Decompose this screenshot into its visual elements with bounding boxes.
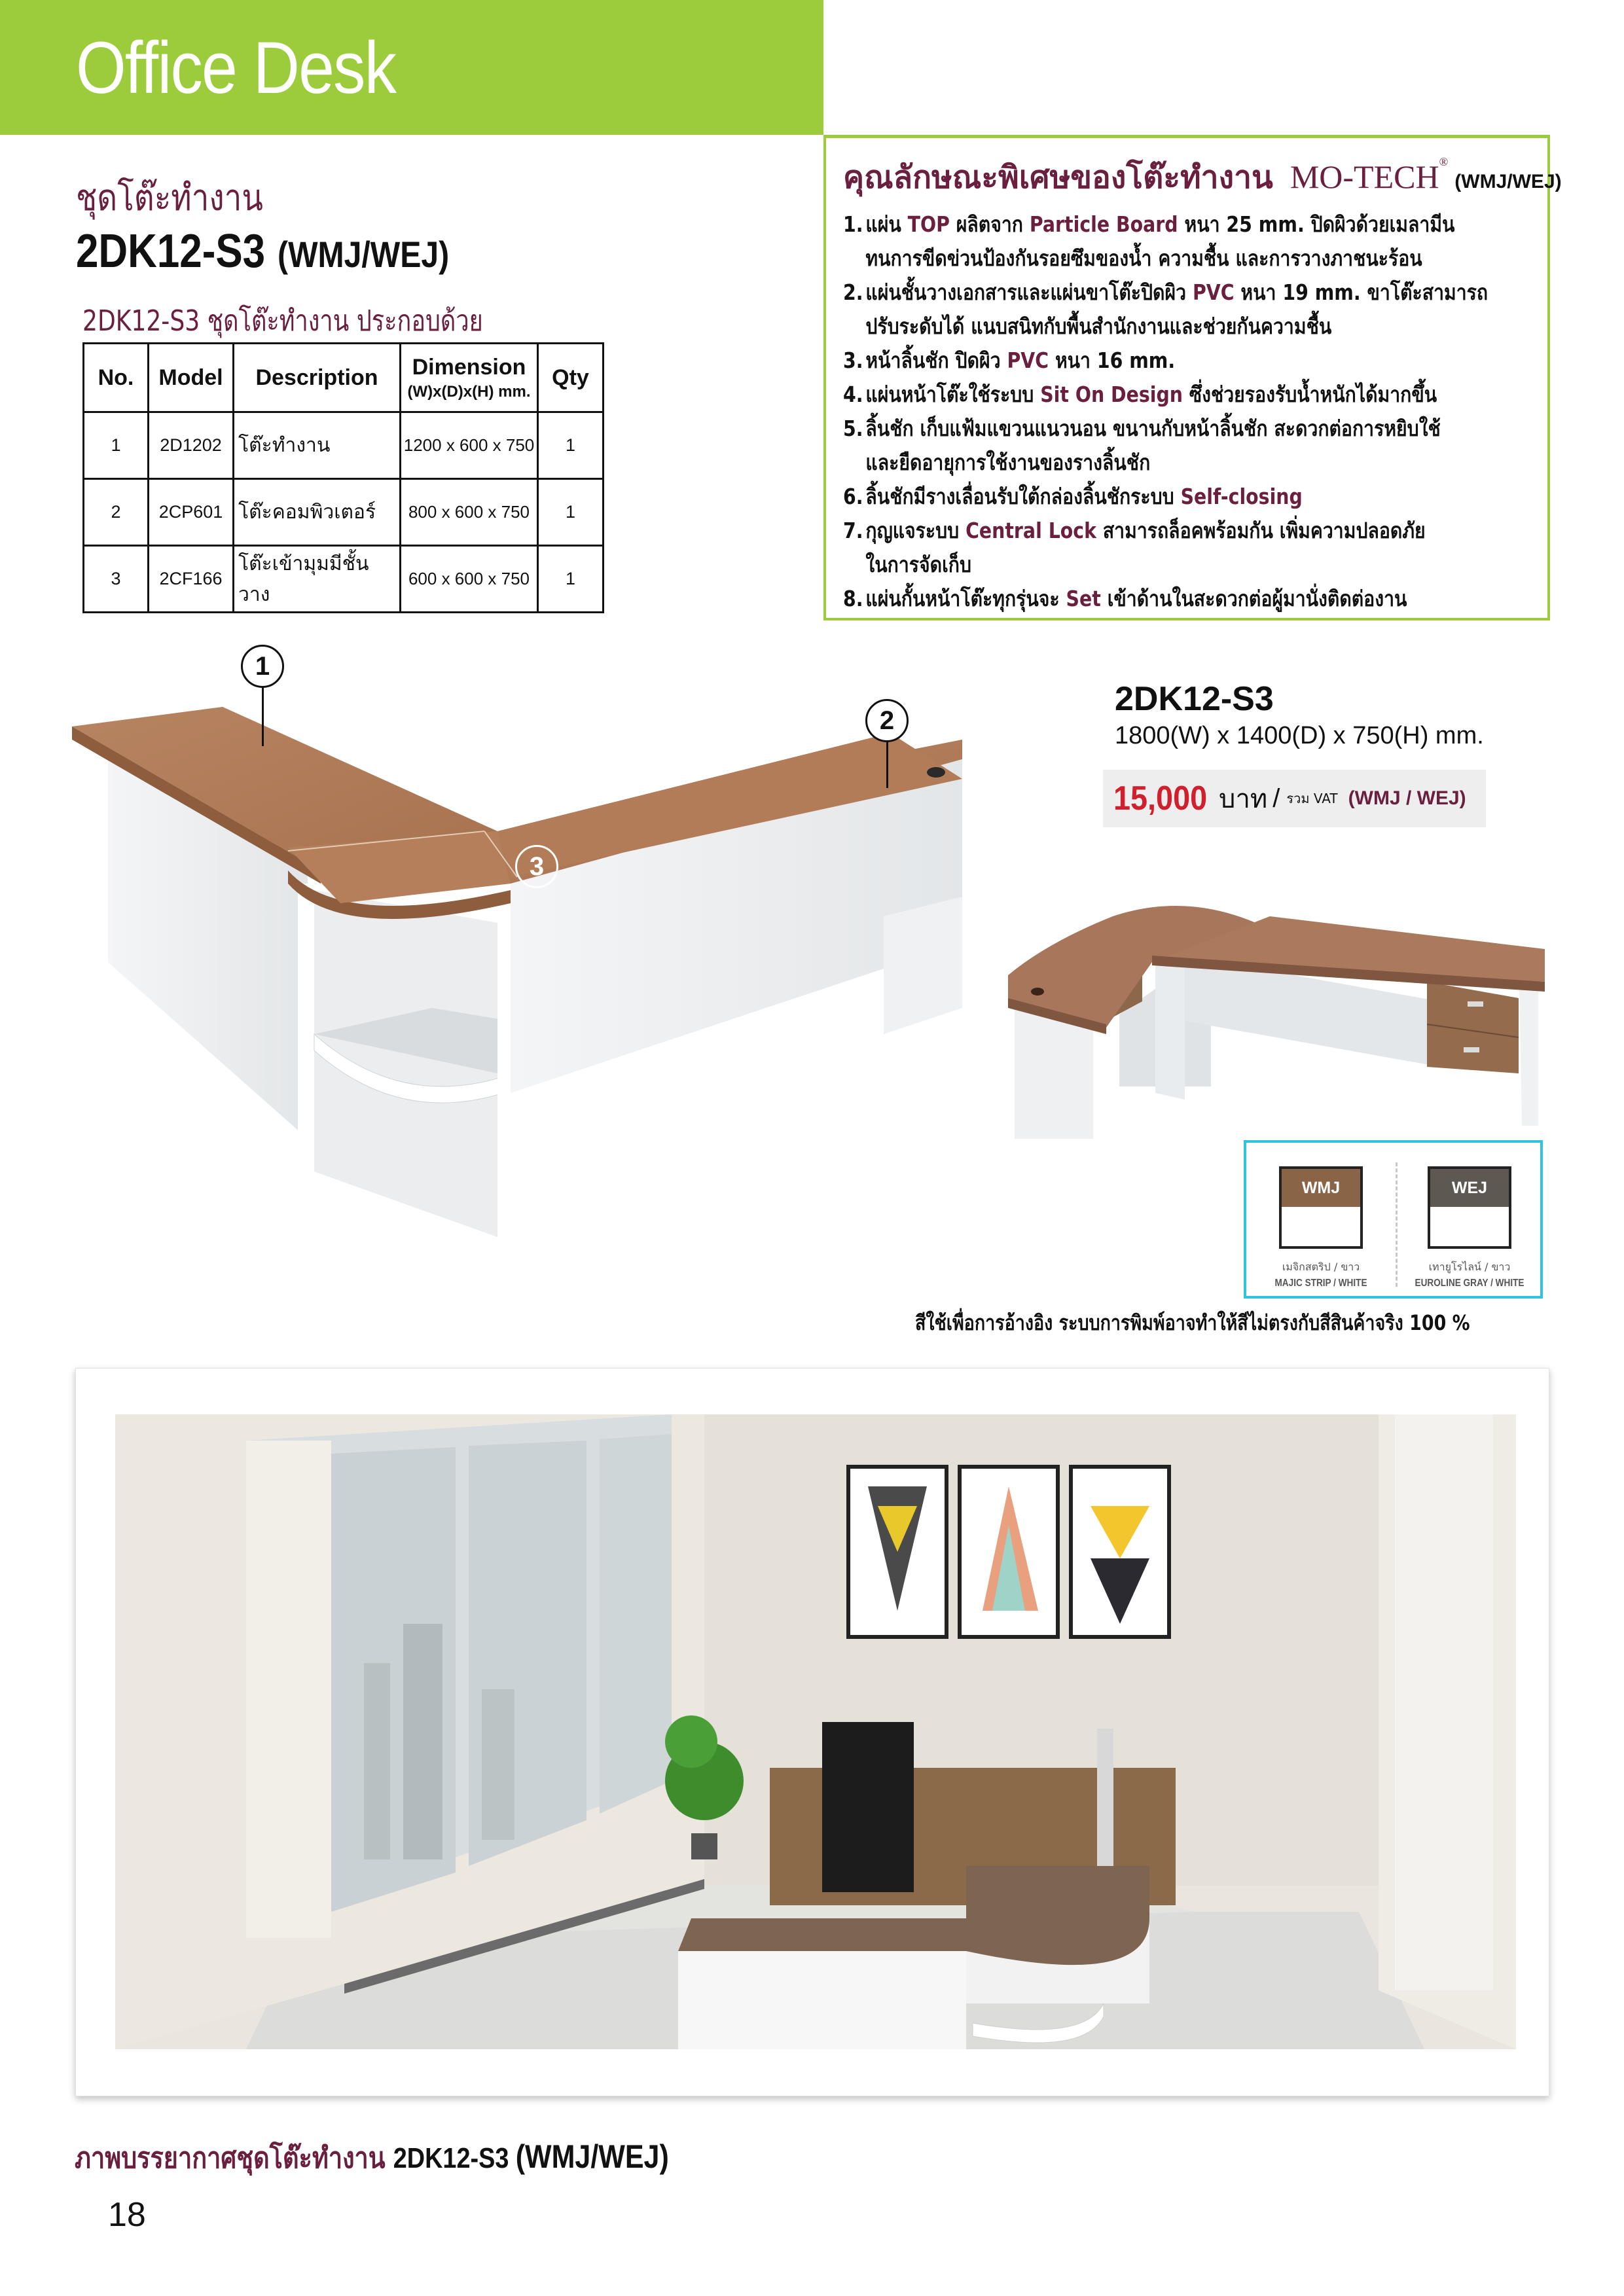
color-disclaimer: สีใช้เพื่อการอ้างอิง ระบบการพิมพ์อาจทำให้สีไม่ตรงกับสีสินค้าจริง 100 %	[915, 1310, 1470, 1335]
price-currency: บาท	[1219, 784, 1268, 814]
cell-description: โต๊ะทำงาน	[234, 412, 401, 479]
callout-1-line	[262, 687, 264, 746]
cell-dimension: 600 x 600 x 750	[401, 546, 538, 613]
swatch-wej-name-en: EUROLINE GRAY / WHITE	[1415, 1278, 1525, 1289]
dimension-unit-label: (W)x(D)x(H) mm.	[407, 382, 531, 401]
desk-set-illustration	[65, 668, 962, 1244]
vat-note: รวม VAT	[1286, 791, 1338, 806]
feature-text: แผ่นชั้นวางเอกสารและแผ่นขาโต๊ะปิดผิว	[865, 279, 1193, 305]
header-dimension	[401, 344, 538, 412]
swatch-wej	[1428, 1166, 1511, 1249]
feature-continuation: ปรับระดับได้ แนบสนิทกับพื้นสำนักงานและช่วยกันความชื้น	[865, 314, 1332, 339]
components-table	[82, 342, 604, 613]
cell-no: 3	[84, 546, 149, 613]
product-dimensions: 1800(W) x 1400(D) x 750(H) mm.	[1115, 722, 1484, 749]
feature-item	[843, 514, 1528, 582]
table-row	[84, 546, 604, 613]
table-row	[84, 479, 604, 546]
feature-text: ซึ่งช่วยรองรับน้ำหนักได้มากขึ้น	[1182, 382, 1437, 407]
feature-number: 3.	[843, 348, 863, 373]
product-code: 2DK12-S3	[1115, 680, 1274, 718]
feature-highlight: Sit On Design	[1040, 382, 1183, 407]
feature-continuation: และยืดอายุการใช้งานของรางลิ้นชัก	[865, 450, 1151, 475]
features-list	[843, 207, 1530, 616]
callout-3: 3	[515, 845, 558, 888]
swatch-wmj-name-en: MAJIC STRIP / WHITE	[1274, 1278, 1367, 1289]
cell-model: 2CF166	[149, 546, 234, 613]
swatch-divider	[1396, 1162, 1398, 1287]
feature-number: 2.	[843, 279, 863, 305]
brand-name: MO-TECH	[1290, 158, 1439, 195]
product-subtitle: ชุดโต๊ะทำงาน	[76, 177, 263, 219]
features-variant: (WMJ/WEJ)	[1454, 171, 1562, 192]
feature-highlight: TOP	[907, 211, 950, 237]
swatch-wmj-name-thai: เมจิกสตริป / ขาว	[1282, 1261, 1360, 1273]
swatch-wej-name-thai: เทายูโรไลน์ / ขาว	[1428, 1261, 1511, 1273]
header-model: Model	[149, 344, 234, 412]
feature-item	[843, 412, 1528, 480]
feature-highlight: Self-closing	[1180, 484, 1303, 509]
feature-text: ลิ้นชัก เก็บแฟ้มแขวนแนวนอน ขนานกับหน้าลิ้นชัก สะดวกต่อการหยิบใช้	[865, 416, 1441, 441]
cell-no: 1	[84, 412, 149, 479]
header-description: Description	[234, 344, 401, 412]
feature-item	[843, 276, 1528, 344]
header-no: No.	[84, 344, 149, 412]
price-box	[1103, 770, 1486, 827]
swatch-wmj-top: WMJ	[1282, 1169, 1360, 1207]
feature-text: หนา 25 mm. ปิดผิวด้วยเมลามีน	[1178, 211, 1455, 237]
feature-continuation: ทนการขีดข่วนป้องกันรอยซึมของน้ำ ความชื้น และการวางภาชนะร้อน	[865, 245, 1422, 271]
callout-1: 1	[241, 645, 284, 688]
page-number: 18	[108, 2196, 146, 2234]
feature-text: กุญแจระบบ	[865, 518, 966, 543]
feature-number: 4.	[843, 382, 863, 407]
feature-text: ลิ้นชักมีรางเลื่อนรับใต้กล่องลิ้นชักระบบ	[865, 484, 1181, 509]
registered-mark: ®	[1439, 155, 1449, 168]
features-heading-thai: คุณลักษณะพิเศษของโต๊ะทำงาน	[843, 159, 1273, 196]
price-value: 15,000	[1113, 780, 1208, 817]
feature-number: 6.	[843, 484, 863, 509]
feature-item	[843, 344, 1528, 378]
caption-model: 2DK12-S3	[393, 2142, 509, 2174]
cell-qty: 1	[538, 479, 604, 546]
cell-description: โต๊ะคอมพิวเตอร์	[234, 479, 401, 546]
feature-text: ผลิตจาก	[949, 211, 1030, 237]
feature-text: หนา 19 mm. ขาโต๊ะสามารถ	[1234, 279, 1489, 305]
feature-text: หน้าลิ้นชัก ปิดผิว	[865, 348, 1007, 373]
cell-dimension: 1200 x 600 x 750	[401, 412, 538, 479]
model-code: 2DK12-S3	[76, 225, 266, 278]
header-qty: Qty	[538, 344, 604, 412]
dimension-label: Dimension	[412, 354, 526, 380]
cell-no: 2	[84, 479, 149, 546]
feature-text: หนา 16 mm.	[1049, 348, 1176, 373]
caption-thai: ภาพบรรยากาศชุดโต๊ะทำงาน	[75, 2142, 386, 2175]
table-header-row	[84, 344, 604, 412]
feature-item	[843, 480, 1528, 514]
swatch-wej-bottom	[1430, 1207, 1509, 1246]
swatch-wej-top: WEJ	[1430, 1169, 1509, 1207]
product-model-title	[76, 225, 450, 278]
cell-qty: 1	[538, 546, 604, 613]
page-title: Office Desk	[76, 27, 396, 109]
feature-continuation: ในการจัดเก็บ	[865, 552, 971, 577]
feature-item	[843, 207, 1528, 276]
feature-number: 1.	[843, 211, 863, 237]
feature-text: แผ่นหน้าโต๊ะใช้ระบบ	[865, 382, 1041, 407]
cell-model: 2D1202	[149, 412, 234, 479]
cell-description: โต๊ะเข้ามุมมีชั้นวาง	[234, 546, 401, 613]
photo-caption	[75, 2135, 669, 2181]
model-variant: (WMJ/WEJ)	[278, 234, 450, 275]
feature-highlight: PVC	[1007, 348, 1049, 373]
composed-of-label: 2DK12-S3 ชุดโต๊ะทำงาน ประกอบด้วย	[82, 304, 483, 338]
swatch-wmj	[1279, 1166, 1363, 1249]
feature-number: 7.	[843, 518, 863, 543]
features-box	[823, 135, 1562, 620]
price-variant: (WMJ / WEJ)	[1348, 787, 1466, 809]
feature-text: แผ่น	[865, 211, 908, 237]
feature-item	[843, 378, 1528, 412]
feature-highlight: Set	[1066, 586, 1101, 611]
callout-2-line	[886, 741, 888, 788]
cell-qty: 1	[538, 412, 604, 479]
feature-text: เข้าด้านในสะดวกต่อผู้มานั่งติดต่องาน	[1100, 586, 1407, 611]
table-row	[84, 412, 604, 479]
feature-text: แผ่นกั้นหน้าโต๊ะทุกรุ่นจะ	[865, 586, 1066, 611]
cell-dimension: 800 x 600 x 750	[401, 479, 538, 546]
feature-item	[843, 582, 1528, 616]
cell-model: 2CP601	[149, 479, 234, 546]
feature-number: 5.	[843, 416, 863, 441]
color-swatch-box	[1244, 1140, 1543, 1299]
office-room-photo	[115, 1414, 1516, 2049]
callout-2: 2	[865, 699, 909, 742]
price-separator: /	[1272, 783, 1280, 813]
features-heading	[843, 152, 1562, 202]
desk-assembled-illustration	[995, 851, 1564, 1139]
swatch-wmj-bottom	[1282, 1207, 1360, 1246]
caption-variant: (WMJ/WEJ)	[515, 2138, 669, 2175]
feature-highlight: PVC	[1192, 279, 1235, 305]
feature-highlight: Central Lock	[965, 518, 1096, 543]
feature-highlight: Particle Board	[1029, 211, 1178, 237]
room-photo-frame	[75, 1368, 1549, 2096]
feature-number: 8.	[843, 586, 863, 611]
feature-text: สามารถล็อคพร้อมกัน เพิ่มความปลอดภัย	[1096, 518, 1426, 543]
